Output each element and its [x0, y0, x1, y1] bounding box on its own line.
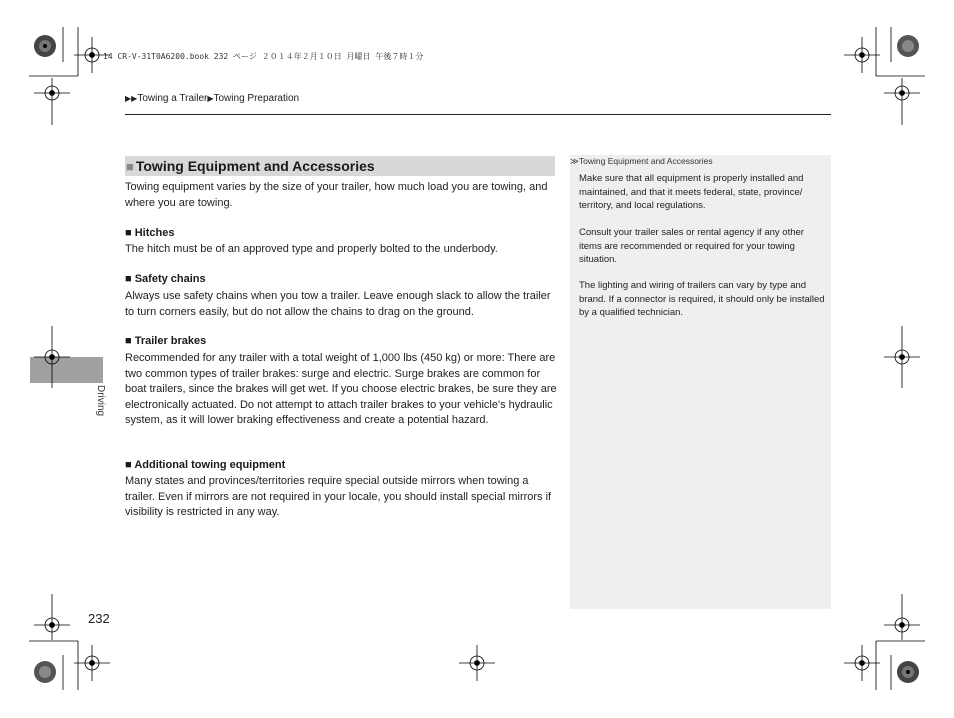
- page-number: 232: [88, 611, 110, 626]
- sidebar-paragraph: The lighting and wiring of trailers can vary by type and brand. If a connector is required, it should only be installed by a qualified technician.: [579, 280, 825, 318]
- reference-icon: ≫: [570, 156, 579, 166]
- breadcrumb-item-towing-preparation[interactable]: Towing Preparation: [213, 93, 300, 104]
- section-marker-icon: ■: [126, 159, 134, 174]
- sidebar-title-text: Towing Equipment and Accessories: [578, 156, 713, 166]
- subhead-hitches-text: Hitches: [134, 227, 175, 239]
- section-title-text: Towing Equipment and Accessories: [135, 158, 375, 174]
- starburst-target-icon: [34, 35, 919, 683]
- square-bullet-icon: ■: [125, 227, 132, 239]
- square-bullet-icon: ■: [125, 459, 132, 471]
- chapter-label: Driving: [95, 385, 106, 417]
- additional-towing-equipment-text: Many states and provinces/territories require special outside mirrors when towing a trailer. Even if mirrors are not required in your locale, you should install special mirrors if visibility is restricted in any way.: [125, 475, 552, 518]
- trailer-brakes-text: Recommended for any trailer with a total weight of 1,000 lbs (450 kg) or more: There are two common types of trailer brakes: surge and electric. Surge brakes are common for boat trailers, since the brakes will get wet. If you choose electric brakes, be sure they are electronically actuated. Do not attempt to attach trailer brakes to your vehicle's hydraulic system, as it will lower braking effectiveness and create a potential hazard.: [125, 352, 557, 426]
- square-bullet-icon: ■: [125, 273, 132, 285]
- breadcrumb-arrows: ▶▶: [125, 94, 138, 103]
- section-intro: Towing equipment varies by the size of your trailer, how much load you are towing, and where you are towing.: [125, 181, 548, 209]
- breadcrumb-item-towing-a-trailer[interactable]: Towing a Trailer: [137, 93, 208, 104]
- safety-chains-text: Always use safety chains when you tow a trailer. Leave enough slack to allow the trailer to turn corners easily, but do not allow the chains to drag on the ground.: [125, 290, 551, 318]
- subhead-trailer-brakes-text: Trailer brakes: [134, 335, 207, 347]
- hitches-text: The hitch must be of an approved type and properly bolted to the underbody.: [125, 243, 498, 255]
- sidebar-paragraph: Consult your trailer sales or rental agency if any other items are recommended or required for your towing situation.: [579, 227, 804, 265]
- subhead-additional-towing-equipment-text: Additional towing equipment: [134, 459, 286, 471]
- subhead-safety-chains-text: Safety chains: [134, 273, 206, 285]
- registration-mark-icon: [34, 37, 920, 681]
- breadcrumb-separator: ▶: [207, 94, 214, 103]
- print-header: 14 CR-V-31T0A6200.book 232 ページ ２０１４年２月１０日 月曜日 午後７時１分: [103, 52, 424, 61]
- square-bullet-icon: ■: [125, 335, 132, 347]
- sidebar-paragraph: Make sure that all equipment is properly installed and maintained, and that it meets federal, state, province/ territory, and local regulations.: [579, 173, 804, 211]
